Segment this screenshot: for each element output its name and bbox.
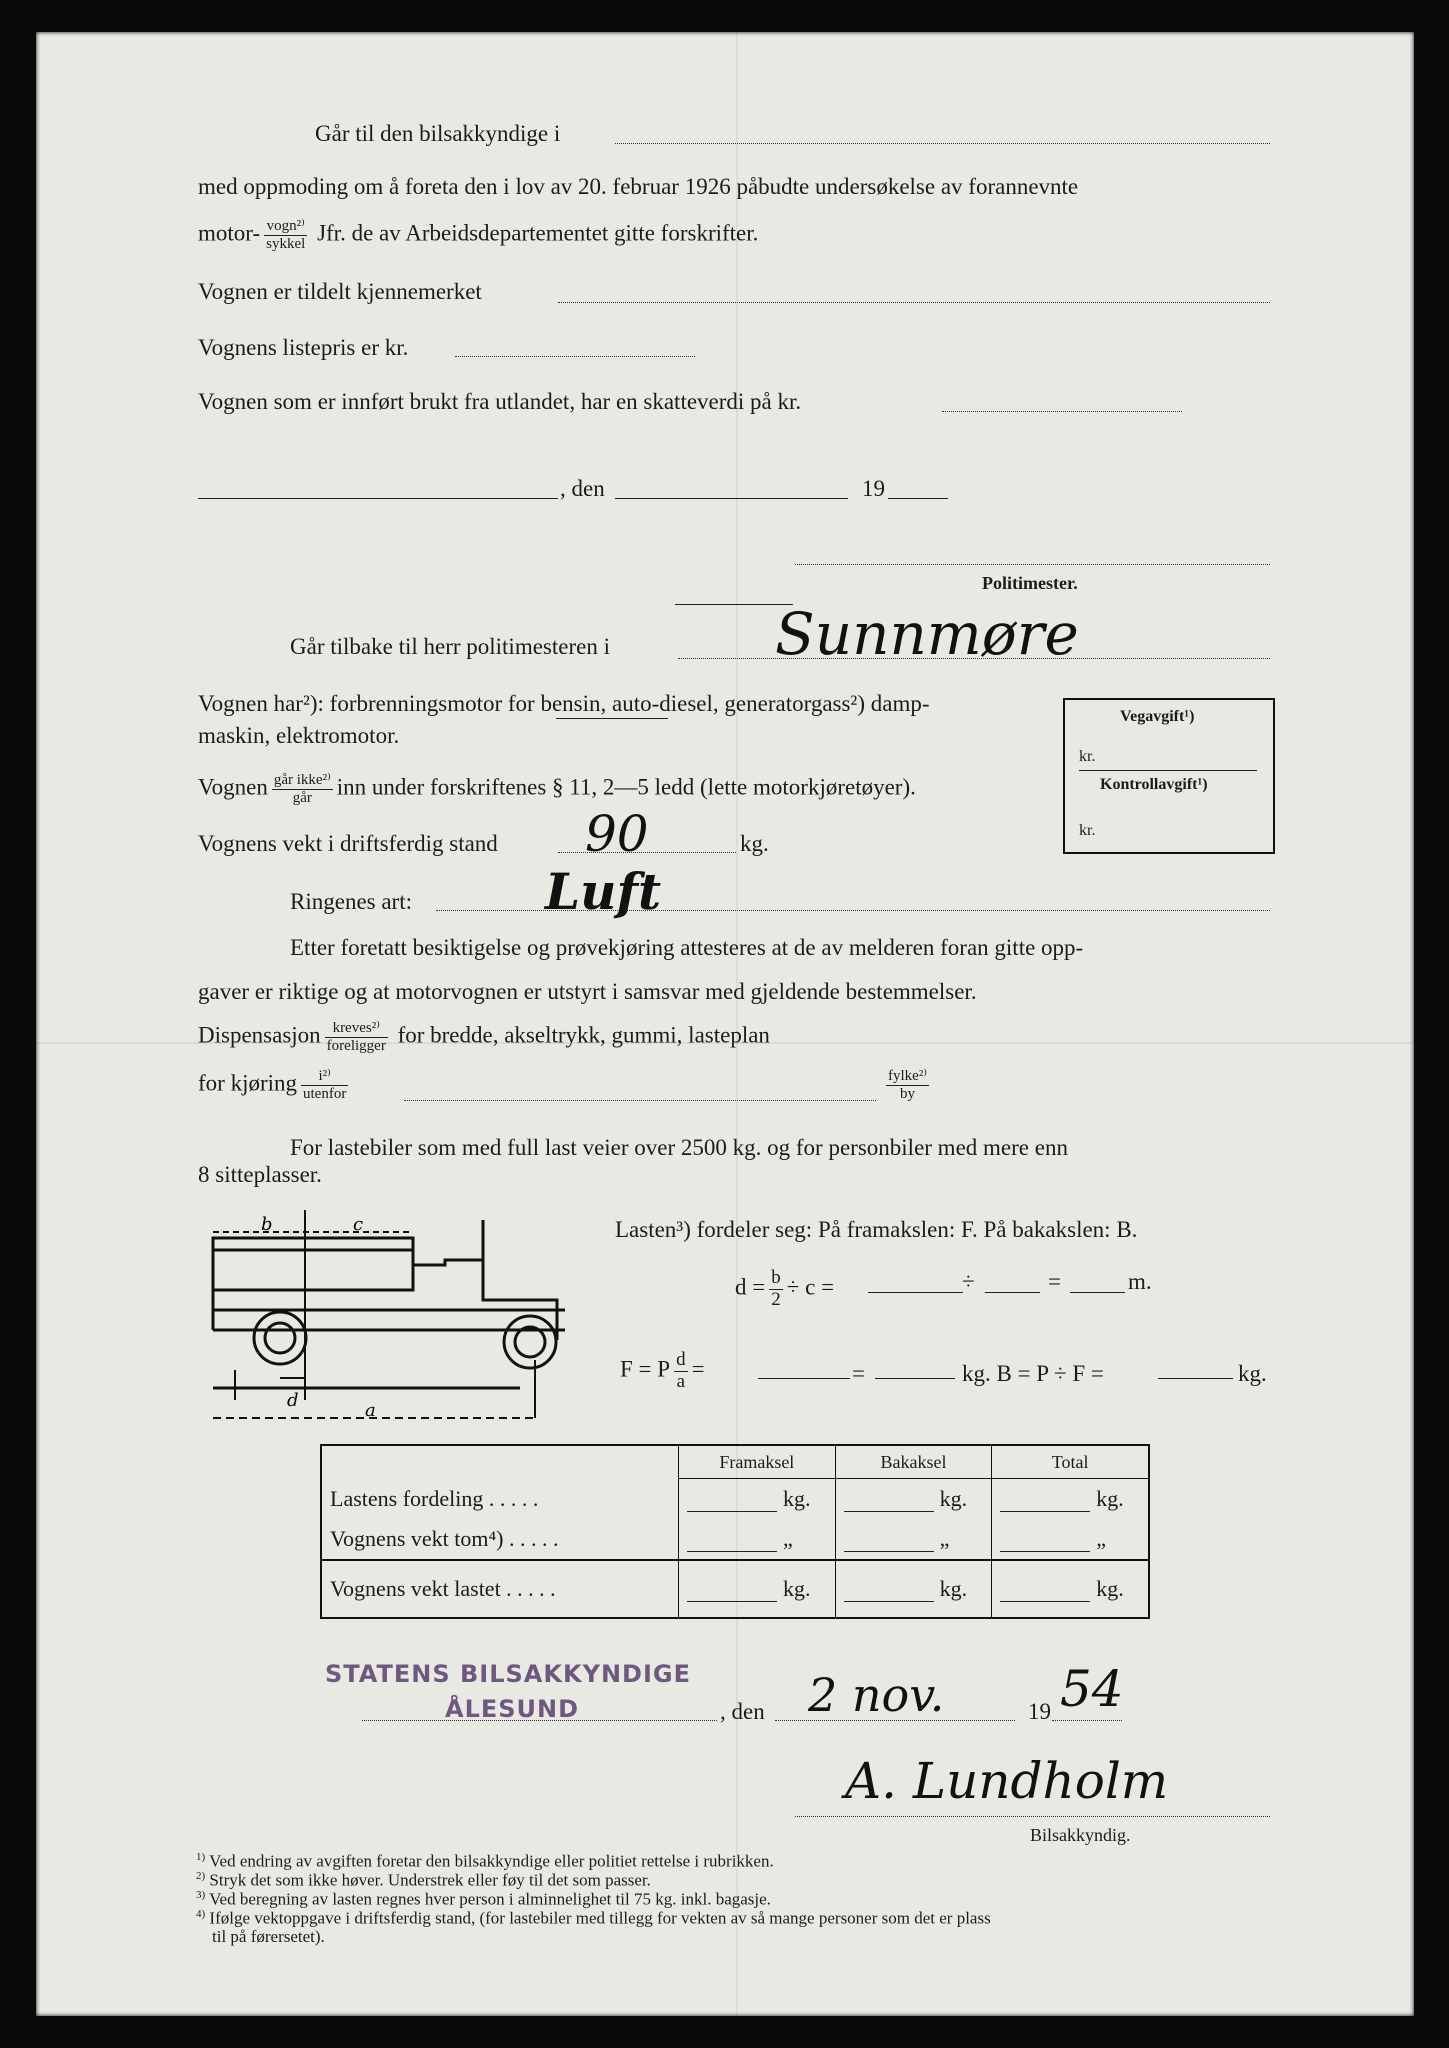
diagram-label-c: c — [353, 1214, 364, 1235]
skatteverdi-field[interactable] — [942, 411, 1182, 412]
ringer-label: Ringenes art: — [290, 889, 412, 914]
diagram-label-b: b — [261, 1214, 273, 1235]
bilsakkyndig-signature: A. Lundholm — [845, 1752, 1169, 1810]
diagram-label-a: a — [365, 1400, 376, 1420]
cell-unit: kg. — [1096, 1576, 1124, 1601]
motor-line — [198, 218, 758, 252]
stamp-line2: ÅLESUND — [445, 1695, 580, 1723]
footnote-2 — [196, 1871, 651, 1890]
vognen-har-line2: maskin, elektromotor. — [198, 723, 400, 748]
vognen-prefix: Vognen — [198, 774, 268, 800]
load-table — [320, 1444, 1150, 1619]
gar-fraction — [272, 772, 333, 806]
lastebil-line2: 8 sitteplasser. — [198, 1162, 322, 1187]
vognen-gar-line — [198, 772, 916, 806]
formula-d-eq: = — [1048, 1269, 1061, 1294]
row-label-tom: Vognens vekt tom⁴) . . . . . — [321, 1519, 679, 1560]
kjoring-frac-num: i²⁾ — [301, 1068, 348, 1086]
vegavgift-kr: kr. — [1079, 748, 1096, 765]
table-header-framaksel: Framaksel — [679, 1445, 836, 1479]
formula-d-field3[interactable] — [1070, 1292, 1125, 1293]
cell-unit: kg. — [939, 1576, 968, 1601]
disp-suffix: for bredde, akseltrykk, gummi, lasteplan — [397, 1022, 770, 1048]
footnote-text: Ved endring av avgiften foretar den bilsakkyndige eller politiet rettelse i rubrikken. — [209, 1851, 774, 1871]
formula-B-field[interactable] — [1158, 1378, 1233, 1379]
cell-field[interactable] — [844, 1583, 934, 1602]
vognen-har-line1: Vognen har²): forbrenningsmotor for bensin, auto-diesel, generatorgass²) damp- — [198, 691, 930, 716]
row-label-lastens: Lastens fordeling . . . . . — [321, 1479, 679, 1520]
attest-line2: gaver er riktige og at motorvognen er utstyrt i samsvar med gjeldende bestemmelser. — [198, 979, 977, 1004]
formula-d-unit: m. — [1128, 1269, 1152, 1294]
table-header-empty — [321, 1445, 679, 1479]
footnote-text: til på førersetet). — [212, 1927, 325, 1946]
disp-prefix: Dispensasjon — [198, 1022, 321, 1048]
footnote-num: 4) — [196, 1908, 206, 1920]
formula-F-eq1: = — [691, 1356, 705, 1382]
skatteverdi-label: Vognen som er innført brukt fra utlandet, har en skatteverdi på kr. — [198, 389, 802, 414]
cell-field[interactable] — [1000, 1493, 1090, 1512]
cell-fram-1[interactable] — [679, 1519, 836, 1560]
motor-prefix: motor- — [198, 220, 261, 246]
fylke-frac-den: by — [900, 1085, 915, 1102]
formula-d — [735, 1268, 834, 1311]
den-label-2: , den — [720, 1699, 765, 1724]
lastebil-line1: For lastebiler som med full last veier over 2500 kg. og for personbiler med mere enn — [290, 1135, 1068, 1160]
b2-den: 2 — [771, 1288, 781, 1310]
table-header-row — [321, 1445, 1149, 1479]
formula-d-mid: ÷ c = — [786, 1274, 835, 1300]
vekt-label: Vognens vekt i driftsferdig stand — [198, 831, 498, 856]
cell-field[interactable] — [687, 1493, 777, 1512]
footnote-text: Ifølge vektoppgave i driftsferdig stand, (for lastebiler med tillegg for vekten av så mange personer som det er plass — [209, 1908, 991, 1928]
diagram-label-d: d — [287, 1390, 299, 1411]
place-field[interactable] — [198, 498, 558, 499]
ringer-handwritten: Luft — [545, 862, 662, 921]
kjennemerke-field[interactable] — [558, 302, 1270, 303]
kjoring-prefix: for kjøring — [198, 1070, 298, 1096]
footnote-num: 3) — [196, 1889, 206, 1901]
tilbake-label: Går tilbake til herr politimesteren i — [290, 634, 610, 659]
motor-fraction — [264, 218, 307, 252]
cell-fram-2[interactable] — [679, 1560, 836, 1618]
footnote-text: Ved beregning av lasten regnes hver person i alminnelighet til 75 kg. inkl. bagasje. — [209, 1889, 771, 1909]
footnote-num: 2) — [196, 1870, 206, 1882]
fylke-fraction-wrap — [882, 1068, 933, 1102]
politimester-label: Politimester. — [982, 573, 1078, 593]
formula-F-eq2: = — [852, 1361, 865, 1386]
da-den: a — [676, 1370, 686, 1392]
kontrollavgift-label: Kontrollavgift¹) — [1100, 776, 1208, 793]
year-field[interactable] — [888, 498, 948, 499]
fylke-frac-num: fylke²⁾ — [888, 1068, 928, 1084]
row-label-lastet: Vognens vekt lastet . . . . . — [321, 1560, 679, 1618]
kjennemerke-label: Vognen er tildelt kjennemerket — [198, 279, 482, 304]
footnote-4-cont — [212, 1928, 325, 1946]
politimester-signature-field[interactable] — [795, 564, 1270, 565]
oppmoding-text: med oppmoding om å foreta den i lov av 20. februar 1926 påbudte undersøkelse av forannevnte — [198, 174, 1079, 199]
disp-fraction — [325, 1020, 388, 1054]
gar-frac-den: går — [292, 789, 312, 806]
formula-F-field2[interactable] — [875, 1378, 955, 1379]
da-num: d — [676, 1349, 686, 1370]
cell-total-2[interactable] — [992, 1560, 1149, 1618]
table-header-total: Total — [992, 1445, 1149, 1479]
cell-bak-0[interactable] — [835, 1479, 992, 1520]
truck-diagram-icon — [205, 1210, 585, 1420]
table-row — [321, 1479, 1149, 1520]
b2-num: b — [771, 1267, 781, 1288]
disp-frac-den: foreligger — [326, 1037, 386, 1054]
cell-unit: „ — [1096, 1526, 1107, 1551]
footnote-4 — [196, 1909, 991, 1928]
table-row — [321, 1519, 1149, 1560]
cell-field[interactable] — [844, 1493, 934, 1512]
cell-unit: kg. — [783, 1486, 811, 1511]
cell-total-1[interactable] — [992, 1519, 1149, 1560]
disp-frac-num: kreves²⁾ — [325, 1020, 388, 1038]
vekt-unit: kg. — [740, 831, 769, 856]
footnote-text: Stryk det som ikke høver. Understrek eller føy til det som passer. — [209, 1870, 651, 1890]
cell-bak-1[interactable] — [835, 1519, 992, 1560]
vegavgift-label: Vegavgift¹) — [1120, 708, 1195, 725]
footnote-3 — [196, 1890, 771, 1909]
listepris-field[interactable] — [455, 356, 695, 357]
b2-fraction — [769, 1268, 783, 1311]
formula-d-field1[interactable] — [868, 1292, 963, 1293]
formula-F — [620, 1350, 705, 1393]
fee-box — [1063, 698, 1275, 854]
kjoring-line — [198, 1068, 352, 1102]
bilsakkyndig-label: Bilsakkyndig. — [1030, 1825, 1131, 1845]
cell-fram-0[interactable] — [679, 1479, 836, 1520]
bilsakkyndig-signature-field[interactable] — [795, 1816, 1270, 1817]
formula-F-kg1: kg. B = P ÷ F = — [962, 1361, 1104, 1386]
den-label: , den — [560, 476, 605, 501]
da-fraction — [674, 1350, 688, 1393]
footnote-1 — [196, 1852, 774, 1871]
attest-line1: Etter foretatt besiktigelse og prøvekjøring attesteres at de av melderen foran gitte opp- — [290, 935, 1084, 960]
cell-unit: „ — [783, 1526, 793, 1551]
year-prefix: 19 — [862, 476, 885, 501]
kontrollavgift-kr: kr. — [1079, 822, 1096, 839]
stamp-line1: STATENS BILSAKKYNDIGE — [325, 1660, 691, 1688]
table-header-bakaksel: Bakaksel — [835, 1445, 992, 1479]
formula-F-field1[interactable] — [758, 1378, 850, 1379]
underline-bensin — [556, 718, 668, 719]
cell-unit: kg. — [939, 1486, 968, 1511]
motor-frac-num: vogn²⁾ — [264, 218, 307, 236]
listepris-label: Vognens listepris er kr. — [198, 335, 409, 360]
bilsakkyndige-field[interactable] — [615, 143, 1270, 144]
stamp-place-field[interactable] — [362, 1720, 717, 1721]
date-field[interactable] — [615, 498, 848, 499]
formula-d-prefix: d = — [735, 1274, 766, 1300]
table-row — [321, 1560, 1149, 1618]
cell-unit: „ — [939, 1526, 950, 1551]
lasten-line: Lasten³) fordeler seg: På framakslen: F. På bakakslen: B. — [615, 1217, 1138, 1242]
cell-unit: kg. — [783, 1576, 811, 1601]
vekt-handwritten: 90 — [585, 805, 649, 863]
tilbake-handwritten: Sunnmøre — [775, 600, 1079, 668]
goar-label: Går til den bilsakkyndige i — [315, 121, 561, 146]
cell-field[interactable] — [687, 1583, 777, 1602]
footnote-num: 1) — [196, 1851, 206, 1863]
motor-frac-den: sykkel — [266, 235, 306, 252]
signature-year-field[interactable] — [1052, 1720, 1122, 1721]
kjoring-field[interactable] — [404, 1100, 876, 1101]
formula-F-kg2: kg. — [1238, 1361, 1267, 1386]
cell-field[interactable] — [844, 1533, 934, 1552]
formula-d-div: ÷ — [962, 1269, 975, 1294]
kjoring-frac-den: utenfor — [303, 1085, 347, 1102]
cell-field[interactable] — [687, 1533, 777, 1552]
dispensasjon-line — [198, 1020, 770, 1054]
cell-field[interactable] — [1000, 1583, 1090, 1602]
fylke-fraction — [886, 1068, 929, 1102]
formula-d-field2[interactable] — [985, 1292, 1040, 1293]
vognen-suffix: inn under forskriftenes § 11, 2—5 ledd (lette motorkjøretøyer). — [336, 774, 916, 800]
year-handwritten: 54 — [1060, 1660, 1124, 1718]
vegavgift-field[interactable] — [1079, 770, 1257, 771]
gar-frac-num: går ikke²⁾ — [273, 772, 331, 788]
motor-suffix: Jfr. de av Arbeidsdepartementet gitte forskrifter. — [317, 220, 759, 246]
year-prefix-2: 19 — [1028, 1699, 1051, 1724]
cell-total-0[interactable] — [992, 1479, 1149, 1520]
kjoring-fraction — [301, 1068, 348, 1102]
cell-unit: kg. — [1096, 1486, 1124, 1511]
cell-bak-2[interactable] — [835, 1560, 992, 1618]
date-handwritten: 2 nov. — [808, 1668, 945, 1722]
formula-F-prefix: F = P — [620, 1356, 671, 1382]
cell-field[interactable] — [1000, 1533, 1090, 1552]
